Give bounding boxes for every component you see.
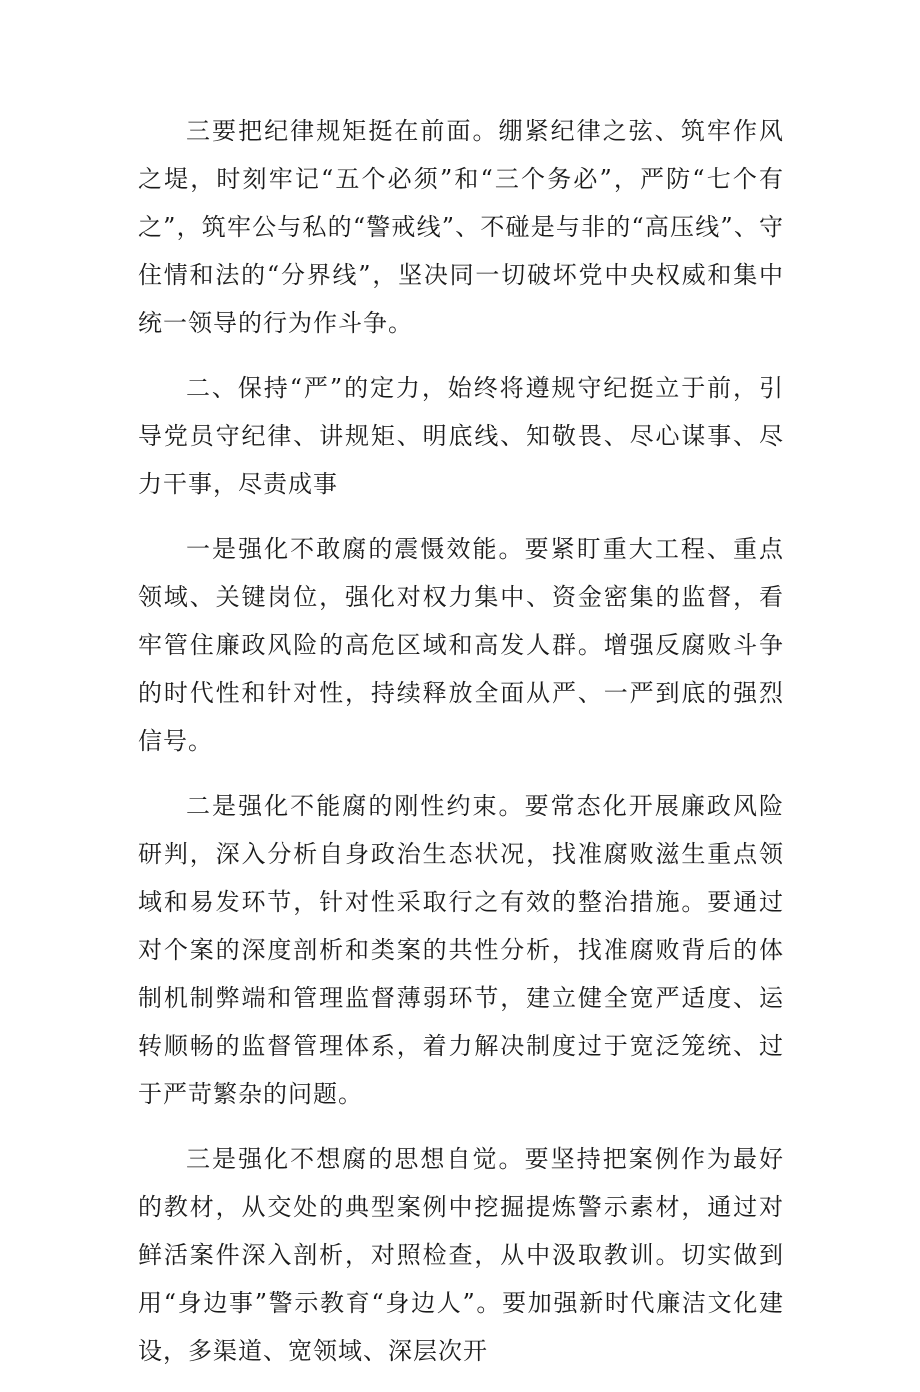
paragraph-cannot-corrupt: 二是强化不能腐的刚性约束。要常态化开展廉政风险研判，深入分析自身政治生态状况，找准腐败滋生重点领域和易发环节，针对性采取行之有效的整治措施。要通过对个案的深度剖析和类案的共性分析，找准腐败背后的体制机制弊端和管理监督薄弱环节，建立健全宽严适度、运转顺畅的监督管理体系，着力解决制度过于宽泛笼统、过于严苛繁杂的问题。 — [138, 792, 784, 1108]
paragraph-discipline-rules: 三要把纪律规矩挺在前面。绷紧纪律之弦、筑牢作风之堤，时刻牢记“五个必须”和“三个务必”，严防“七个有之”，筑牢公与私的“警戒线”、不碰是与非的“高压线”、守住情和法的“分界线”，坚决同一切破坏党中央权威和集中统一领导的行为作斗争。 — [138, 117, 784, 337]
paragraph-dare-not-corrupt: 一是强化不敢腐的震慑效能。要紧盯重大工程、重点领域、关键岗位，强化对权力集中、资金密集的监督，看牢管住廉政风险的高危区域和高发人群。增强反腐败斗争的时代性和针对性，持续释放全面从严、一严到底的强烈信号。 — [138, 535, 784, 755]
section-heading-strictness: 二、保持“严”的定力，始终将遵规守纪挺立于前，引导党员守纪律、讲规矩、明底线、知敬畏、尽心谋事、尽力干事，尽责成事 — [138, 374, 784, 498]
paragraph-not-want-corrupt: 三是强化不想腐的思想自觉。要坚持把案例作为最好的教材，从交处的典型案例中挖掘提炼警示素材，通过对鲜活案件深入剖析，对照检查，从中汲取教训。切实做到用“身边事”警示教育“身边人”。要加强新时代廉洁文化建设，多渠道、宽领域、深层次开 — [138, 1145, 784, 1365]
document-body — [138, 107, 784, 1392]
